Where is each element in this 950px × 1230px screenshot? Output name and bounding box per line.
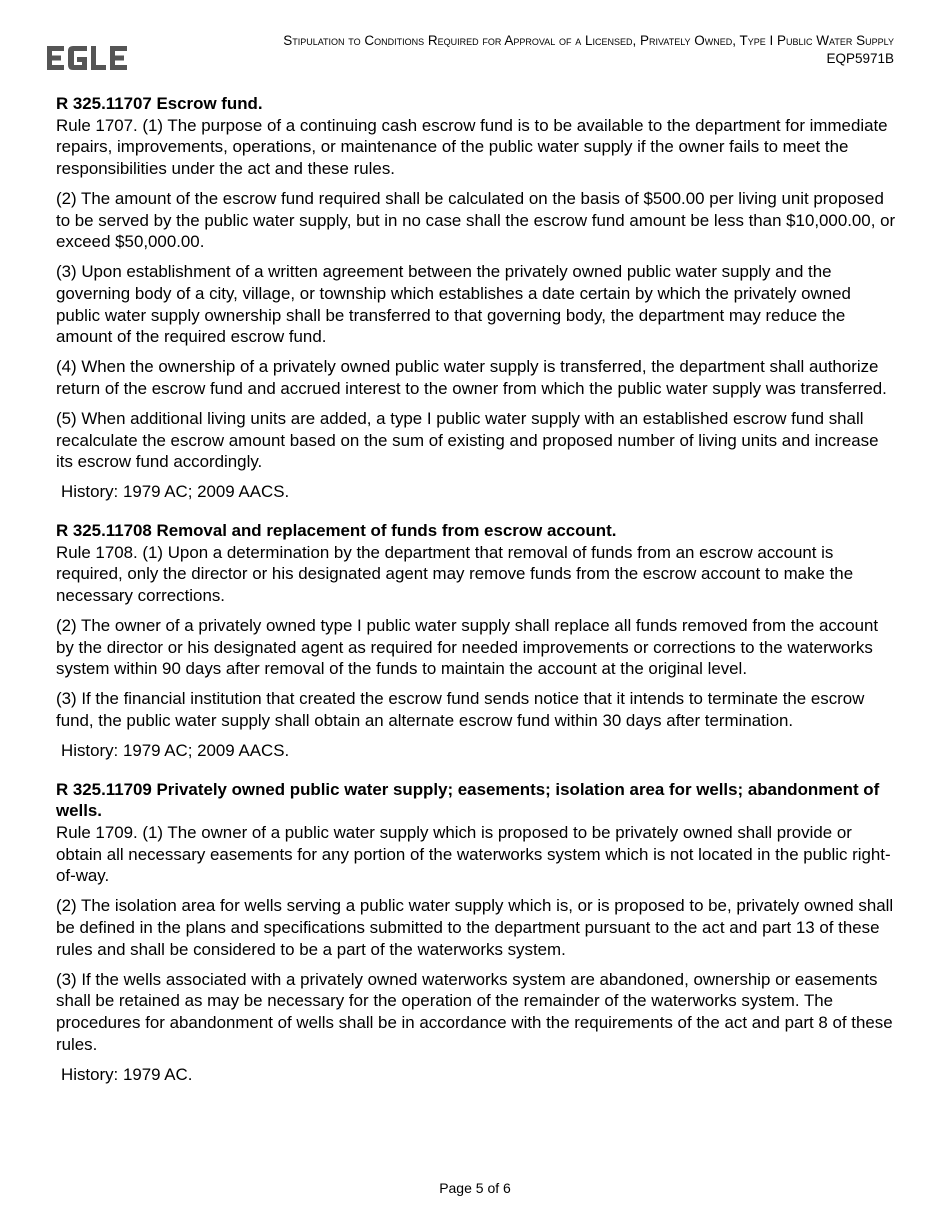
paragraph: Rule 1708. (1) Upon a determination by the department that removal of funds from an escrow account is required, only the director or his designated agent may remove funds from the escrow account to make the necessary corrections. <box>56 542 854 605</box>
rule-section <box>56 779 898 1086</box>
rule-section <box>56 520 898 762</box>
section-heading: R 325.11708 Removal and replacement of funds from escrow account. <box>56 521 617 541</box>
paragraph: (5) When additional living units are added, a type I public water supply with an established escrow fund shall recalculate the escrow amount based on the sum of existing and proposed number of living units and increase its escrow fund accordingly. <box>56 409 879 472</box>
document-body <box>56 93 898 1085</box>
history-note: History: 1979 AC; 2009 AACS. <box>61 482 290 502</box>
document-title: Stipulation to Conditions Required for Approval of a Licensed, Privately Owned, Type I Public Water Supply <box>283 33 894 48</box>
paragraph: (4) When the ownership of a privately owned public water supply is transferred, the department shall authorize return of the escrow fund and accrued interest to the owner from which the public water supply was transferred. <box>56 357 887 398</box>
paragraph: (2) The isolation area for wells serving a public water supply which is, or is proposed to be, privately owned shall be defined in the plans and specifications submitted to the department pursuant to the act and part 13 of these rules and shall be considered to be a part of the waterworks system. <box>56 896 894 959</box>
paragraph: Rule 1707. (1) The purpose of a continuing cash escrow fund is to be available to the department for immediate repairs, improvements, operations, or maintenance of the public water supply if the owner fails to meet the responsibilities under the act and these rules. <box>56 115 888 178</box>
rule-section <box>56 93 898 503</box>
paragraph: Rule 1709. (1) The owner of a public water supply which is proposed to be privately owned shall provide or obtain all necessary easements for any portion of the waterworks system which is not located in the public right-of-way. <box>56 822 891 886</box>
paragraph: (3) Upon establishment of a written agreement between the privately owned public water supply and the governing body of a city, village, or township which establishes a date certain by which the privately owned public water supply ownership shall be transferred to that governing body, the department may reduce the amount of the required escrow fund. <box>56 262 851 347</box>
history-note: History: 1979 AC. <box>61 1064 193 1084</box>
section-heading: R 325.11709 Privately owned public water supply; easements; isolation area for wells; abandonment of wells. <box>56 779 880 821</box>
section-heading: R 325.11707 Escrow fund. <box>56 94 263 113</box>
paragraph: (3) If the wells associated with a privately owned waterworks system are abandoned, ownership or easements shall be retained as may be necessary for the operation of the remainder of the waterworks system. The procedures for abandonment of wells shall be in accordance with the requirements of the act and part 8 of these rules. <box>56 969 893 1054</box>
paragraph: (2) The amount of the escrow fund required shall be calculated on the basis of $500.00 per living unit proposed to be served by the public water supply, but in no case shall the escrow fund amount be less than $10,000.00, or exceed $50,000.00. <box>56 188 896 252</box>
paragraph: (2) The owner of a privately owned type I public water supply shall replace all funds removed from the account by the director or his designated agent as required for needed improvements or corrections to the waterworks system within 90 days after removal of the funds to maintain the account at the original level. <box>56 616 879 679</box>
history-note: History: 1979 AC; 2009 AACS. <box>61 741 290 761</box>
page-number: Page 5 of 6 <box>439 1180 511 1196</box>
form-code: EQP5971B <box>826 51 894 66</box>
paragraph: (3) If the financial institution that created the escrow fund sends notice that it intends to terminate the escrow fund, the public water supply shall obtain an alternate escrow fund within 30 days after termination. <box>56 689 865 730</box>
document-header <box>283 32 894 68</box>
egle-logo <box>47 44 129 72</box>
